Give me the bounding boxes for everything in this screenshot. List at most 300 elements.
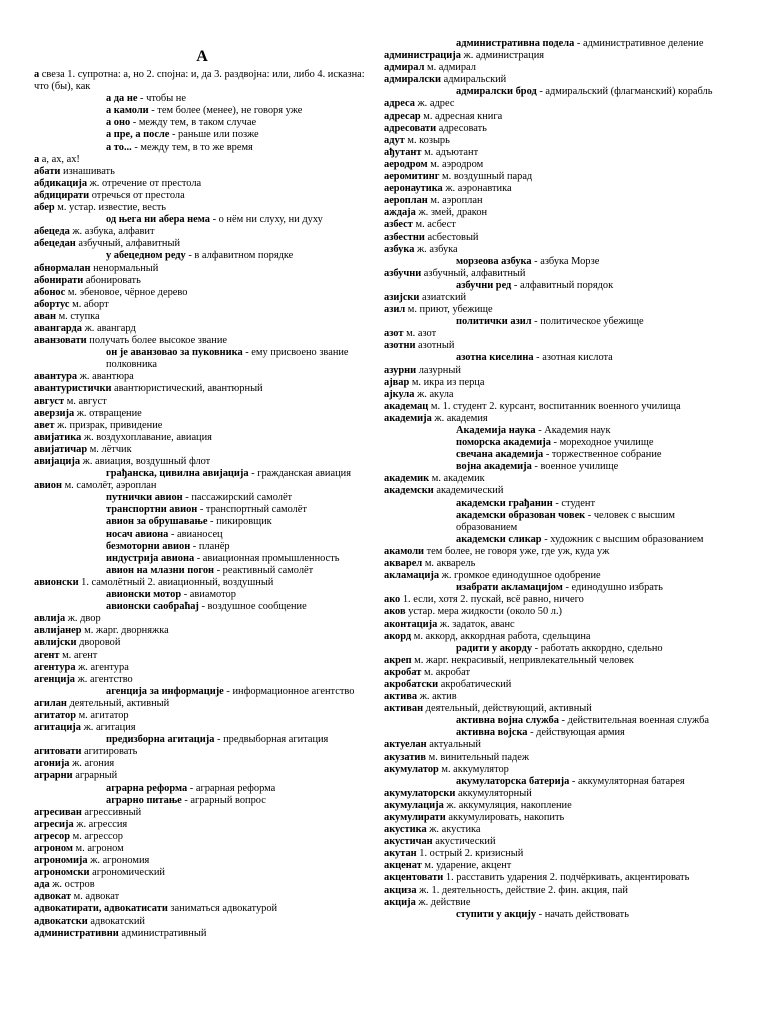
entry-headword: абдикација (34, 177, 88, 189)
entry-headword: а (34, 153, 40, 165)
dictionary-entry (384, 292, 734, 304)
dictionary-entry (34, 650, 370, 662)
entry-definition: м. адвокат (71, 891, 120, 903)
sub-entry (34, 516, 370, 528)
sub-entry (384, 510, 734, 534)
entry-headword: азотна киселина (456, 352, 534, 364)
entry-headword: од њега ни абера нема (106, 214, 210, 226)
sub-entry (384, 352, 734, 364)
sub-entry (34, 347, 370, 371)
entry-definition: м. адъютант (421, 146, 479, 158)
entry-definition: ж. двор (65, 613, 101, 625)
entry-headword: адут (384, 134, 405, 146)
entry-definition: - тем более (менее), не говоря уже (148, 105, 303, 117)
entry-definition: ж. академия (431, 412, 488, 424)
entry-definition: ж. аэронавтика (442, 183, 512, 195)
entry-headword: агитовати (34, 746, 82, 758)
entry-definition: аккумуляторный (455, 787, 532, 799)
entry-headword: он је аванзовао за пуковника (106, 347, 243, 359)
entry-headword: адресар (384, 110, 421, 122)
dictionary-entry (34, 323, 370, 335)
entry-headword: адресовати (384, 122, 437, 134)
entry-headword: авлијски (34, 637, 77, 649)
entry-headword: авионски (34, 576, 79, 588)
entry-headword: академски сликар (456, 533, 542, 545)
dictionary-entry (34, 916, 370, 928)
sub-entry (384, 715, 734, 727)
entry-definition: - административное деление (574, 38, 704, 49)
entry-headword: агресор (34, 830, 71, 842)
entry-definition: м. эбеновое, чёрное дерево (65, 286, 188, 298)
sub-entry (384, 280, 734, 292)
entry-headword: авионски саобраћај (106, 601, 199, 613)
entry-headword: у абецедном реду (106, 250, 186, 262)
dictionary-entry (384, 570, 734, 582)
dictionary-entry (34, 722, 370, 734)
entry-definition: м. агитатор (76, 709, 129, 721)
entry-headword: адмирал (384, 62, 425, 74)
dictionary-entry (34, 238, 370, 250)
sub-entry (34, 541, 370, 553)
entry-headword: авијација (34, 456, 81, 467)
entry-headword: морзеова азбука (456, 255, 532, 267)
entry-headword: агентура (34, 661, 76, 673)
entry-definition: авантюристический, авантюрный (111, 383, 263, 395)
sub-entry (34, 250, 370, 262)
entry-headword: акција (384, 896, 416, 908)
dictionary-entry (384, 848, 734, 860)
entry-definition: актуальный (426, 739, 481, 751)
entry-definition: - аграрная реформа (187, 782, 276, 794)
entry-definition: - мореходное училище (550, 437, 654, 449)
entry-definition: асбестовый (424, 231, 479, 243)
entry-definition: м. приют, убежище (405, 304, 493, 316)
entry-definition: ж. змей, дракон (415, 207, 488, 219)
sub-entry (384, 582, 734, 594)
sub-entry (34, 529, 370, 541)
dictionary-entry (34, 335, 370, 347)
sub-entry (384, 316, 734, 328)
dictionary-entry (384, 340, 734, 352)
entry-definition: м. жарг. дворняжка (81, 625, 169, 637)
dictionary-entry (34, 311, 370, 323)
dictionary-entry (34, 807, 370, 819)
entry-headword: агонија (34, 758, 70, 770)
entry-definition: м. аборт (69, 298, 109, 310)
entry-definition: азбучный, алфавитный (75, 238, 181, 250)
entry-definition: агитировать (81, 746, 138, 758)
entry-headword: агитација (34, 722, 81, 734)
entry-headword: абер (34, 202, 55, 214)
entry-headword: азбест (384, 219, 413, 231)
dictionary-entry (34, 202, 370, 214)
entry-headword: ајвар (384, 376, 410, 388)
entry-definition: получать более высокое звание (86, 335, 228, 347)
entry-definition: - авиационная промышленность (194, 552, 340, 564)
dictionary-entry (34, 226, 370, 238)
entry-definition: - планёр (190, 540, 230, 552)
entry-definition: отречься от престола (89, 189, 185, 201)
entry-headword: авион за обрушавање (106, 516, 208, 528)
sub-entry (384, 86, 734, 98)
sub-entry (34, 214, 370, 226)
sub-entry (384, 256, 734, 268)
entry-headword: војна академија (456, 461, 532, 473)
entry-headword: азил (384, 304, 406, 316)
entry-definition: м. агент (59, 649, 98, 661)
entry-headword: грађанска, цивилна авијација (106, 468, 249, 480)
entry-definition: ж. агентура (75, 661, 129, 673)
dictionary-entry (384, 413, 734, 425)
dictionary-entry (384, 703, 734, 715)
entry-definition: адвокатский (87, 915, 145, 927)
entry-definition: а, ах, ах! (39, 153, 80, 165)
left-column (34, 38, 370, 940)
entry-headword: авлијанер (34, 625, 82, 637)
sub-entry (384, 727, 734, 739)
entry-definition: м. азот (403, 328, 437, 340)
dictionary-entry (384, 401, 734, 413)
dictionary-entry (384, 824, 734, 836)
dictionary-entry (34, 758, 370, 770)
dictionary-entry (384, 183, 734, 195)
entry-headword: азурни (384, 364, 417, 376)
entry-definition: м. аккумулятор (438, 763, 509, 775)
dictionary-entry (384, 558, 734, 570)
dictionary-entry (384, 135, 734, 147)
entry-headword: аграрна реформа (106, 782, 188, 794)
entry-definition: административный (118, 927, 207, 939)
dictionary-entry (34, 456, 370, 468)
entry-headword: адвокат (34, 891, 72, 903)
entry-headword: акробатски (384, 678, 439, 690)
entry-headword: агрономски (34, 867, 90, 879)
entry-headword: активан (384, 703, 424, 715)
sub-entry (34, 601, 370, 613)
entry-headword: адреса (384, 98, 415, 110)
entry-headword: авантуристички (34, 383, 112, 395)
dictionary-entry (34, 891, 370, 903)
dictionary-entry (384, 268, 734, 280)
entry-definition: м. адресная книга (420, 110, 503, 122)
sub-entry (34, 504, 370, 516)
entry-headword: абортус (34, 298, 70, 310)
entry-definition: 1. расставить ударения 2. подчёркивать, акцентировать (443, 872, 690, 884)
dictionary-entry (34, 613, 370, 625)
entry-definition: адмиральский (441, 74, 507, 86)
entry-headword: поморска академија (456, 437, 551, 449)
dictionary-entry (34, 577, 370, 589)
entry-definition: ж. азбука, алфавит (69, 226, 155, 238)
entry-definition: ж. агония (69, 758, 115, 770)
entry-headword: активна војна служба (456, 715, 559, 727)
entry-headword: азбучни (384, 267, 422, 279)
entry-headword: акламација (384, 570, 440, 582)
entry-headword: радити у акорду (456, 642, 533, 654)
dictionary-entry (34, 371, 370, 383)
dictionary-entry (384, 50, 734, 62)
entry-headword: адмиралски брод (456, 86, 537, 98)
entry-headword: авантура (34, 371, 78, 383)
entry-definition: ж. администрация (460, 50, 545, 62)
dictionary-entry (34, 166, 370, 178)
entry-headword: ако (384, 594, 401, 606)
entry-headword: транспортни авион (106, 504, 198, 516)
entry-definition: - адмиральский (флагманский) корабль (536, 86, 713, 98)
entry-definition: тем более, не говоря уже, где уж, куда уж (424, 545, 610, 557)
sub-entry (34, 142, 370, 154)
entry-headword: административни (34, 927, 119, 939)
entry-definition: - студент (552, 497, 595, 509)
entry-headword: аграрни (34, 770, 73, 782)
entry-definition: ж. агентство (75, 673, 133, 685)
dictionary-entry (384, 328, 734, 340)
entry-headword: политички азил (456, 316, 532, 328)
entry-definition: азиатский (419, 291, 467, 303)
sub-entry (384, 498, 734, 510)
entry-definition: - аграрный вопрос (181, 794, 266, 806)
entry-definition: азбучный, алфавитный (421, 267, 526, 279)
entry-headword: август (34, 395, 65, 407)
dictionary-entry (34, 396, 370, 408)
dictionary-entry (384, 111, 734, 123)
entry-definition: - авианосец (168, 528, 223, 540)
dictionary-entry (384, 872, 734, 884)
entry-definition: адресовать (436, 122, 487, 134)
entry-definition: - аккумуляторная батарея (569, 775, 685, 787)
entry-definition: ж. авангард (82, 322, 136, 334)
dictionary-entry (34, 432, 370, 444)
entry-headword: изабрати акламацијом (456, 582, 563, 594)
dictionary-entry (384, 195, 734, 207)
entry-definition: ж. адрес (414, 98, 455, 110)
dictionary-entry (384, 764, 734, 776)
dictionary-entry (384, 62, 734, 74)
entry-headword: абонос (34, 286, 66, 298)
entry-definition: - раньше или позже (169, 129, 259, 141)
entry-headword: азијски (384, 291, 420, 303)
entry-headword: авион на млазни погон (106, 564, 215, 576)
dictionary-entry (384, 606, 734, 618)
entry-headword: актуелан (384, 739, 427, 751)
entry-headword: акумулаторска батерија (456, 775, 570, 787)
entry-headword: авијатика (34, 431, 82, 443)
entry-definition: дворовой (76, 637, 121, 649)
entry-headword: абати (34, 165, 61, 177)
entry-headword: акумулатор (384, 763, 439, 775)
entry-headword: азотни (384, 340, 416, 352)
sub-entry (34, 783, 370, 795)
dictionary-entry (384, 232, 734, 244)
sub-entry (384, 425, 734, 437)
entry-definition: аккумулировать, накопить (445, 812, 565, 823)
entry-headword: а камоли (106, 105, 149, 117)
entry-definition: м. 1. студент 2. курсант, воспитанник военного училища (428, 400, 681, 412)
entry-headword: адмиралски (384, 74, 441, 86)
entry-headword: авет (34, 419, 55, 431)
entry-headword: аеродром (384, 158, 428, 170)
entry-headword: аков (384, 606, 406, 618)
entry-definition: ж. авантюра (77, 371, 134, 383)
entry-headword: аеромитинг (384, 171, 440, 183)
dictionary-entry (384, 485, 734, 497)
entry-headword: активна војска (456, 727, 528, 739)
entry-definition: ж. воздухоплавание, авиация (81, 431, 212, 443)
dictionary-entry (34, 190, 370, 202)
entry-definition: м. икра из перца (409, 376, 485, 388)
dictionary-entry (34, 819, 370, 831)
entry-headword: агресија (34, 818, 74, 830)
entry-headword: академски (384, 485, 434, 497)
entry-headword: агилан (34, 697, 67, 709)
entry-headword: акузатив (384, 751, 427, 763)
entry-definition: - единодушно избрать (562, 582, 663, 594)
dictionary-entry (34, 420, 370, 432)
sub-entry (384, 38, 734, 50)
entry-definition: деятельный, активный (66, 697, 170, 709)
dictionary-entry (34, 710, 370, 722)
entry-definition: ж. акустика (426, 824, 481, 836)
dictionary-entry (384, 123, 734, 135)
entry-headword: административна подела (456, 38, 575, 49)
entry-headword: авијатичар (34, 443, 88, 455)
dictionary-entry (34, 879, 370, 891)
entry-definition: аграрный (72, 770, 118, 782)
entry-definition: ж. отречение от престола (87, 177, 202, 189)
dictionary-entry (34, 831, 370, 843)
dictionary-entry (384, 788, 734, 800)
entry-definition: - информационное агентство (223, 685, 355, 697)
dictionary-entry (384, 836, 734, 848)
entry-definition: м. академик (429, 473, 485, 485)
entry-headword: агенција (34, 673, 76, 685)
entry-headword: азот (384, 328, 404, 340)
entry-headword: абецеда (34, 226, 70, 238)
entry-definition: ж. отвращение (74, 407, 142, 419)
dictionary-entry (34, 855, 370, 867)
entry-headword: безмоторни авион (106, 540, 191, 552)
sub-entry (384, 437, 734, 449)
entry-headword: акумулација (384, 799, 444, 811)
entry-headword: акорд (384, 630, 412, 642)
dictionary-entry (34, 178, 370, 190)
entry-headword: носач авиона (106, 528, 169, 540)
entry-headword: аконтација (384, 618, 438, 630)
entry-definition: изнашивать (60, 165, 115, 177)
entry-definition: - между тем, в то же время (131, 141, 253, 153)
dictionary-entry (384, 159, 734, 171)
entry-headword: азбука (384, 243, 415, 255)
dictionary-entry (34, 674, 370, 686)
entry-definition: - начать действовать (536, 908, 629, 920)
sub-entry (34, 589, 370, 601)
entry-headword: акумулирати (384, 812, 446, 823)
dictionary-entry (34, 299, 370, 311)
entry-definition: м. винительный падеж (426, 751, 530, 763)
entry-definition: - транспортный самолёт (197, 504, 307, 516)
dictionary-entry (34, 843, 370, 855)
entry-definition: ж. остров (49, 879, 95, 891)
sub-entry (384, 909, 734, 921)
dictionary-entry (384, 244, 734, 256)
entry-definition: - действующая армия (527, 727, 625, 739)
entry-definition: м. август (64, 395, 107, 407)
entry-definition: - пассажирский самолёт (182, 492, 293, 504)
entry-headword: академац (384, 400, 429, 412)
entry-definition: м. акробат (421, 666, 470, 678)
entry-headword: аеронаутика (384, 183, 443, 195)
entry-headword: ступити у акцију (456, 908, 537, 920)
dictionary-entry (384, 365, 734, 377)
entry-definition: ж. агитация (80, 722, 136, 734)
entry-definition: ж. азбука (414, 243, 458, 255)
entry-headword: акамоли (384, 545, 425, 557)
dictionary-entry (384, 691, 734, 703)
dictionary-entry (384, 860, 734, 872)
sub-entry (34, 734, 370, 746)
entry-definition: - азбука Морзе (531, 255, 600, 267)
entry-headword: Академија наука (456, 425, 536, 436)
entry-definition: - воздушное сообщение (198, 601, 307, 613)
sub-entry (384, 461, 734, 473)
entry-headword: агенција за информације (106, 685, 224, 697)
sub-entry (34, 565, 370, 577)
entry-definition: м. асбест (412, 219, 456, 231)
entry-headword: агитатор (34, 709, 76, 721)
dictionary-entry (384, 546, 734, 558)
entry-headword: абонирати (34, 274, 84, 286)
dictionary-entry (384, 752, 734, 764)
entry-headword: агроном (34, 843, 73, 854)
dictionary-entry (384, 800, 734, 812)
entry-definition: м. устар. известие, весть (54, 202, 167, 214)
sub-entry (384, 534, 734, 546)
entry-definition: - действительная военная служба (558, 715, 709, 727)
dictionary-entry (34, 867, 370, 879)
entry-headword: акробат (384, 666, 422, 678)
entry-definition: м. агрессор (70, 830, 123, 842)
entry-definition: - человек с высшим образованием (456, 509, 675, 533)
entry-headword: акутан (384, 848, 417, 860)
entry-definition: - политическое убежище (531, 316, 644, 328)
entry-headword: абнормалан (34, 262, 91, 274)
entry-definition: ж. громкое единодушное одобрение (439, 570, 601, 582)
dictionary-entry (34, 444, 370, 456)
dictionary-entry (384, 679, 734, 691)
entry-headword: аероплан (384, 195, 428, 207)
entry-definition: ж. актив (417, 691, 457, 703)
dictionary-entry (34, 903, 370, 915)
entry-definition: ж. действие (415, 896, 471, 908)
entry-definition: ж. аккумуляция, накопление (443, 799, 572, 811)
entry-definition: ж. 1. деятельность, действие 2. фин. акция, пай (416, 884, 628, 896)
entry-definition: - о нём ни слуху, ни духу (209, 214, 323, 226)
dictionary-entry (384, 619, 734, 631)
entry-headword: азбестни (384, 231, 425, 243)
sub-entry (34, 105, 370, 117)
entry-definition: - работать аккордно, сдельно (532, 642, 663, 654)
entry-headword: агент (34, 649, 60, 661)
dictionary-entry (34, 408, 370, 420)
entry-definition: - торжественное собрание (543, 449, 662, 461)
entry-headword: а пре, а после (106, 129, 170, 141)
entry-headword: авангарда (34, 322, 82, 334)
dictionary-entry (34, 154, 370, 166)
entry-definition: - в алфавитном порядке (185, 250, 294, 262)
entry-headword: свечана академија (456, 449, 544, 461)
entry-headword: акреп (384, 654, 412, 666)
entry-definition: м. ударение, акцент (421, 860, 512, 872)
